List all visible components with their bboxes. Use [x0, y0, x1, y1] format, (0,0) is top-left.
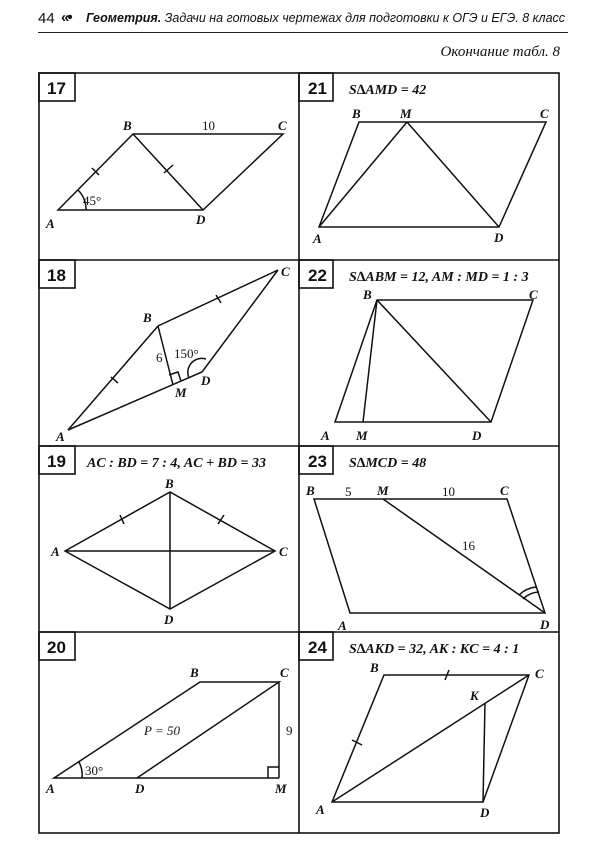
problem-18	[39, 260, 290, 444]
book-title-bold: Геометрия.	[86, 11, 162, 25]
problem-23-number: 23	[308, 452, 327, 471]
label-b-21: B	[352, 106, 361, 121]
length-bm-23: 5	[345, 484, 352, 499]
angle-arc-23b	[523, 592, 539, 599]
height-value-20: 9	[286, 723, 293, 738]
label-a-17: A	[46, 216, 55, 231]
label-a-21: A	[313, 231, 322, 246]
angle-arc-20	[79, 762, 82, 778]
label-c-24: C	[535, 666, 544, 681]
label-b-24: B	[370, 660, 379, 675]
publisher-logo: «•	[61, 9, 71, 26]
problem-19	[39, 446, 288, 627]
label-c-17: C	[278, 118, 287, 133]
label-m-21: M	[400, 106, 412, 121]
label-a-18: A	[56, 429, 65, 444]
segment-bd-22	[377, 300, 491, 422]
label-c-20: C	[280, 665, 289, 680]
problem-19-condition: AC : BD = 7 : 4, AC + BD = 33	[87, 456, 266, 471]
length-md-23: 16	[462, 538, 475, 553]
problem-19-number: 19	[47, 452, 66, 471]
label-c-22: C	[529, 287, 538, 302]
label-d-19: D	[164, 612, 174, 627]
side-bc-17: 10	[202, 118, 215, 133]
label-d-21: D	[494, 230, 504, 245]
length-mc-23: 10	[442, 484, 455, 499]
label-m-22: M	[356, 428, 368, 443]
angle-value-18: 150°	[174, 346, 199, 361]
angle-arc-23a	[519, 587, 536, 595]
problem-23	[299, 446, 550, 633]
label-c-19: C	[279, 544, 288, 559]
problem-20-number: 20	[47, 638, 66, 657]
page-number: 44	[38, 10, 55, 27]
parallelogram-23	[314, 499, 545, 613]
label-m-20: M	[275, 781, 287, 796]
label-b-18: B	[143, 310, 152, 325]
segment-md-21	[407, 122, 499, 227]
problem-23-condition: S∆MCD = 48	[349, 456, 427, 471]
label-k-24: K	[470, 688, 479, 703]
label-a-19: A	[51, 544, 60, 559]
angle-a-17: 45°	[83, 193, 102, 208]
page-header	[38, 8, 568, 33]
label-c-23: C	[500, 483, 509, 498]
book-title	[86, 11, 565, 25]
segment-md-23	[383, 499, 545, 613]
label-b-23: B	[306, 483, 315, 498]
label-b-19: B	[165, 476, 174, 491]
label-a-20: A	[46, 781, 55, 796]
problem-24-condition: S∆AKD = 32, AK : KC = 4 : 1	[349, 642, 520, 657]
book-title-rest: Задачи на готовых чертежах для подготовки к ОГЭ и ЕГЭ. 8 класс	[164, 11, 566, 25]
perimeter-20: P = 50	[144, 723, 180, 738]
problem-22	[299, 260, 538, 443]
label-m-23: M	[377, 483, 389, 498]
label-b-20: B	[190, 665, 199, 680]
problem-21-number: 21	[308, 79, 327, 98]
label-d-22: D	[472, 428, 482, 443]
label-b-22: B	[363, 287, 372, 302]
segment-kd-24	[483, 703, 485, 802]
label-a-23: A	[338, 618, 347, 633]
problem-21	[299, 73, 549, 246]
problem-22-number: 22	[308, 266, 327, 285]
label-c-21: C	[540, 106, 549, 121]
label-d-23: D	[540, 617, 550, 632]
right-angle-mark-20	[268, 767, 279, 778]
label-a-24: A	[316, 802, 325, 817]
parallelogram-18	[68, 270, 278, 430]
label-d-17: D	[196, 212, 206, 227]
problem-18-number: 18	[47, 266, 66, 285]
problem-table	[38, 72, 560, 834]
parallelogram-21	[319, 122, 546, 227]
table-continuation: Окончание табл. 8	[440, 44, 560, 60]
label-d-18: D	[201, 373, 211, 388]
diagonal-ac-24	[332, 675, 529, 802]
label-b-17: B	[123, 118, 132, 133]
label-d-24: D	[480, 805, 490, 820]
problem-17-number: 17	[47, 79, 66, 98]
problem-24	[299, 632, 544, 820]
problem-20	[39, 632, 293, 796]
label-c-18: C	[281, 264, 290, 279]
angle-value-20: 30°	[85, 763, 104, 778]
label-d-20: D	[135, 781, 145, 796]
label-a-22: A	[321, 428, 330, 443]
problem-21-condition: S∆AMD = 42	[349, 83, 427, 98]
problem-17	[39, 73, 287, 231]
diagonal-bd-17	[133, 134, 203, 210]
height-value-18: 6	[156, 350, 163, 365]
problem-24-number: 24	[308, 638, 327, 657]
segment-am-21	[319, 122, 407, 227]
label-m-18: M	[175, 385, 187, 400]
problem-22-condition: S∆ABM = 12, AM : MD = 1 : 3	[349, 270, 529, 285]
